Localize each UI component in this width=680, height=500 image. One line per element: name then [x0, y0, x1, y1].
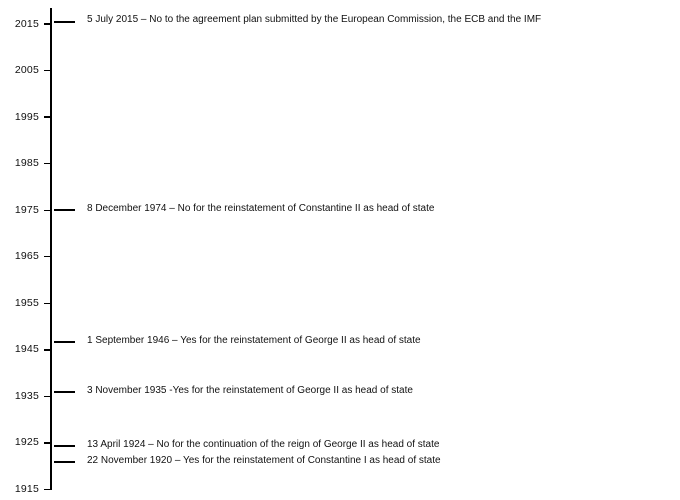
- y-axis-tick-mark: [44, 23, 52, 24]
- y-axis-tick-label: 1985: [14, 157, 39, 170]
- event-marker-dash: [54, 21, 75, 23]
- y-axis-tick-label: 1935: [14, 389, 39, 402]
- y-axis-tick-label: 1945: [14, 343, 39, 356]
- y-axis-tick-label: 2005: [14, 64, 39, 77]
- event-marker-dash: [54, 341, 75, 343]
- y-axis-tick-mark: [44, 163, 52, 164]
- event-label: 8 December 1974 – No for the reinstatement of Constantine II as head of state: [87, 202, 435, 214]
- y-axis-tick-mark: [44, 210, 52, 211]
- y-axis-line: [50, 8, 51, 490]
- y-axis-tick-mark: [44, 256, 52, 257]
- y-axis-tick-label: 1995: [14, 110, 39, 123]
- y-axis-tick-label: 1925: [14, 436, 39, 449]
- event-label: 1 September 1946 – Yes for the reinstatement of George II as head of state: [87, 334, 421, 346]
- event-marker-dash: [54, 461, 75, 463]
- y-axis-tick-label: 1975: [14, 203, 39, 216]
- y-axis-tick-mark: [44, 70, 52, 71]
- y-axis-tick-label: 1965: [14, 250, 39, 263]
- event-label: 5 July 2015 – No to the agreement plan submitted by the European Commission, the ECB and the IMF: [87, 14, 542, 26]
- y-axis-tick-mark: [44, 489, 52, 490]
- y-axis-tick-label: 1955: [14, 296, 39, 309]
- event-marker-dash: [54, 209, 75, 211]
- event-label: 13 April 1924 – No for the continuation of the reign of George II as head of state: [87, 438, 440, 450]
- event-marker-dash: [54, 391, 75, 393]
- y-axis-tick-label: 1915: [14, 483, 39, 495]
- y-axis-tick-label: 2015: [14, 17, 39, 30]
- y-axis-tick-mark: [44, 116, 52, 117]
- y-axis-tick-mark: [44, 303, 52, 304]
- event-label: 3 November 1935 -Yes for the reinstatement of George II as head of state: [87, 384, 413, 396]
- event-marker-dash: [54, 445, 75, 447]
- y-axis-tick-mark: [44, 396, 52, 397]
- y-axis-tick-mark: [44, 349, 52, 350]
- y-axis-tick-mark: [44, 442, 52, 443]
- event-label: 22 November 1920 – Yes for the reinstatement of Constantine I as head of state: [87, 454, 441, 466]
